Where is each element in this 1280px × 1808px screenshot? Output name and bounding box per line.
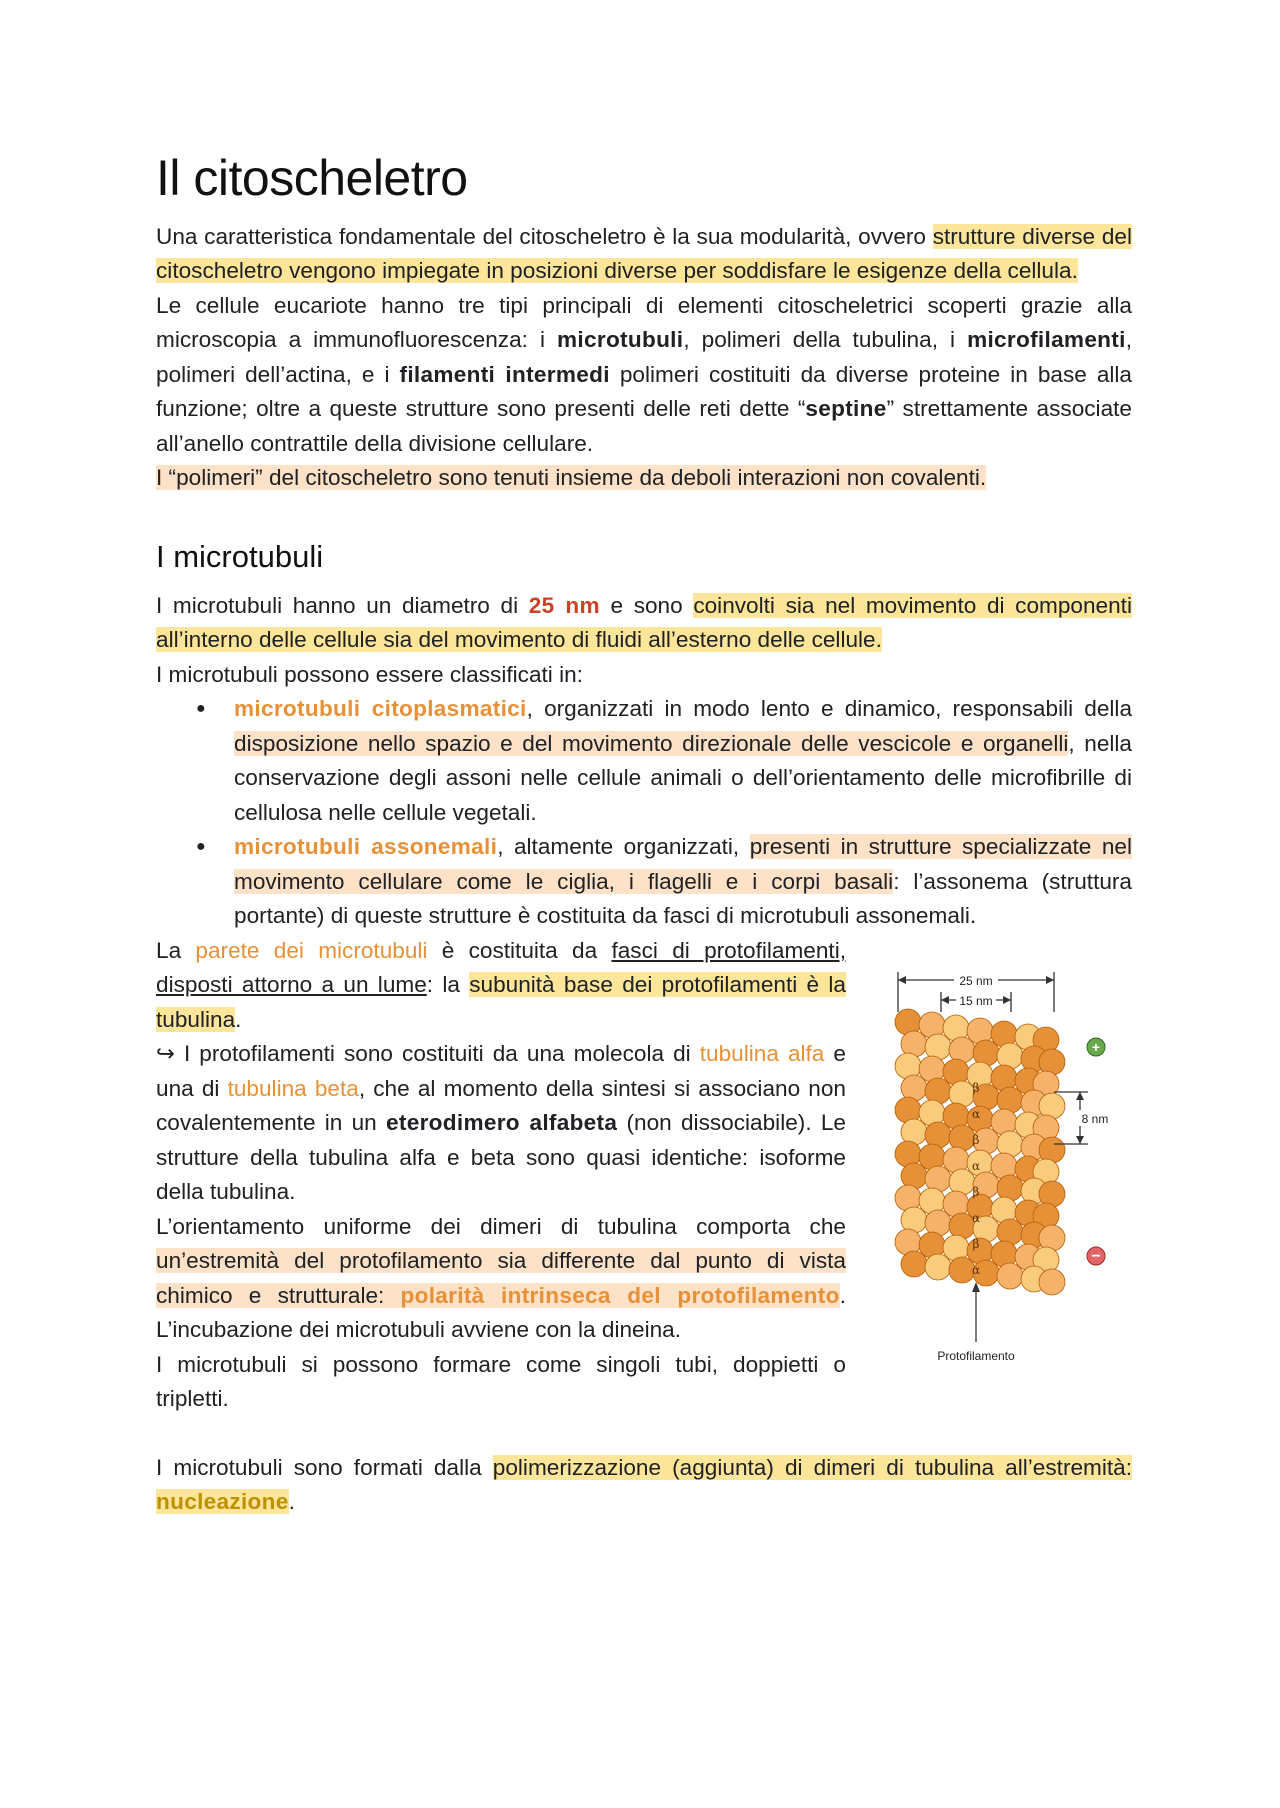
tubulin-subunits bbox=[895, 1009, 1065, 1295]
microtubule-figure bbox=[846, 934, 1132, 1417]
intro-paragraph-3 bbox=[156, 461, 1132, 496]
highlight: disposizione nello spazio e del movimento direzionale delle vescicole e organelli bbox=[234, 730, 1069, 756]
microtubule-diagram bbox=[846, 952, 1132, 1392]
highlight: polimerizzazione (aggiunta) di dimeri di tubulina all’estremità: bbox=[492, 1454, 1132, 1480]
figure-side-text bbox=[156, 934, 846, 1417]
section-paragraph-1: I microtubuli hanno un diametro di 25 nm e sono coinvolti sia nel movimento di componenti all’interno delle cellule sia del movimento di fluidi all’esterno delle cellule. bbox=[156, 592, 1132, 653]
minus-sign: − bbox=[1091, 1247, 1101, 1265]
section-paragraph-2: I microtubuli possono essere classificati in: bbox=[156, 661, 583, 687]
forms-paragraph: I microtubuli si possono formare come singoli tubi, doppietti o tripletti. bbox=[156, 1351, 846, 1412]
protofilament-paragraph: ↪ I protofilamenti sono costituiti da una molecola di tubulina alfa e una di tubulina beta, che al momento della sintesi si associano non covalentemente in un eterodimero alfabeta (non dissociabile). Le strutture della tubulina alfa e beta sono quasi identiche: isoforme della tubulina. bbox=[156, 1041, 846, 1205]
highlight: presenti in strutture specializzate nel movimento cellulare come le ciglia, i flagelli e i corpi basali bbox=[234, 834, 1133, 894]
orientation-paragraph: L’orientamento uniforme dei dimeri di tubulina comporta che un’estremità del protofilamento sia differente dal punto di vista chimico e strutturale: polarità intrinseca del protofilamento. L’incubazione dei microtubuli avviene con la dineina. bbox=[156, 1213, 846, 1343]
beta-label: β bbox=[972, 1132, 980, 1147]
polymerization-paragraph: I microtubuli sono formati dalla polimerizzazione (aggiunta) di dimeri di tubulina all’estremità: nucleazione. bbox=[156, 1454, 1132, 1515]
alpha-label: α bbox=[971, 1210, 981, 1225]
highlight: coinvolti sia nel movimento di componenti all’interno delle cellule sia del movimento di fluidi all’esterno delle cellule. bbox=[156, 592, 1132, 653]
label-15nm: 15 nm bbox=[959, 993, 993, 1008]
highlight: subunità base dei protofilamenti è la tubulina bbox=[156, 972, 846, 1032]
beta-label: β bbox=[972, 1080, 980, 1095]
document-page bbox=[156, 150, 1132, 1520]
alpha-label: α bbox=[971, 1106, 981, 1121]
tubulin-subunit bbox=[1039, 1269, 1065, 1295]
highlight: un’estremità del protofilamento sia differente dal punto di vista chimico e strutturale: bbox=[156, 1248, 846, 1308]
beta-label: β bbox=[972, 1184, 980, 1199]
wall-paragraph: La parete dei microtubuli è costituita da fasci di protofilamenti, disposti attorno a un lume: la subunità base dei protofilamenti è la tubulina. bbox=[156, 937, 846, 1032]
intro-paragraph-1: Una caratteristica fondamentale del citoscheletro è la sua modularità, ovvero strutture diverse del citoscheletro vengono impiegate in posizioni diverse per soddisfare le esigenze della cellula. bbox=[156, 223, 1132, 283]
alpha-label: α bbox=[971, 1262, 981, 1277]
list-item: ● microtubuli citoplasmatici, organizzati in modo lento e dinamico, responsabili della disposizione nello spazio e del movimento direzionale delle vescicole e organelli, nella conservazione degli assoni nelle cellule animali o dell’orientamento delle microfibrille di cellulosa nelle cellule vegetali. bbox=[156, 692, 1132, 830]
plus-sign: + bbox=[1091, 1038, 1101, 1055]
section-title: I microtubuli bbox=[156, 538, 324, 574]
page-title: Il citoscheletro bbox=[156, 150, 468, 206]
label-8nm: 8 nm bbox=[1081, 1111, 1109, 1126]
text-with-figure bbox=[156, 934, 1132, 1417]
classification-list bbox=[156, 692, 1132, 934]
tubulin-subunit bbox=[997, 1263, 1023, 1289]
list-item: ● microtubuli assonemali, altamente organizzati, presenti in strutture specializzate nel movimento cellulare come le ciglia, i flagelli e i corpi basali: l’assonema (struttura portante) di queste strutture è costituita da fasci di microtubuli assonemali. bbox=[156, 830, 1132, 934]
highlight: I “polimeri” del citoscheletro sono tenuti insieme da deboli interazioni non covalenti. bbox=[156, 465, 987, 490]
label-25nm: 25 nm bbox=[959, 973, 993, 988]
alpha-label: α bbox=[971, 1158, 981, 1173]
highlight: strutture diverse del citoscheletro vengono impiegate in posizioni diverse per soddisfare le esigenze della cellula. bbox=[156, 223, 1132, 283]
beta-label: β bbox=[972, 1236, 980, 1251]
tubulin-subunit bbox=[925, 1254, 951, 1280]
intro-paragraph-2: Le cellule eucariote hanno tre tipi principali di elementi citoscheletrici scoperti grazie alla microscopia a immunofluorescenza: i microtubuli, polimeri della tubulina, i microfilamenti, polimeri dell’actina, e i filamenti intermedi polimeri costituiti da diverse proteine in base alla funzione; oltre a queste strutture sono presenti delle reti dette “septine” strettamente associate all’anello contrattile della divisione cellulare. bbox=[156, 292, 1132, 456]
figure-caption: Protofilamento bbox=[937, 1348, 1015, 1363]
tubulin-subunit bbox=[901, 1251, 927, 1277]
